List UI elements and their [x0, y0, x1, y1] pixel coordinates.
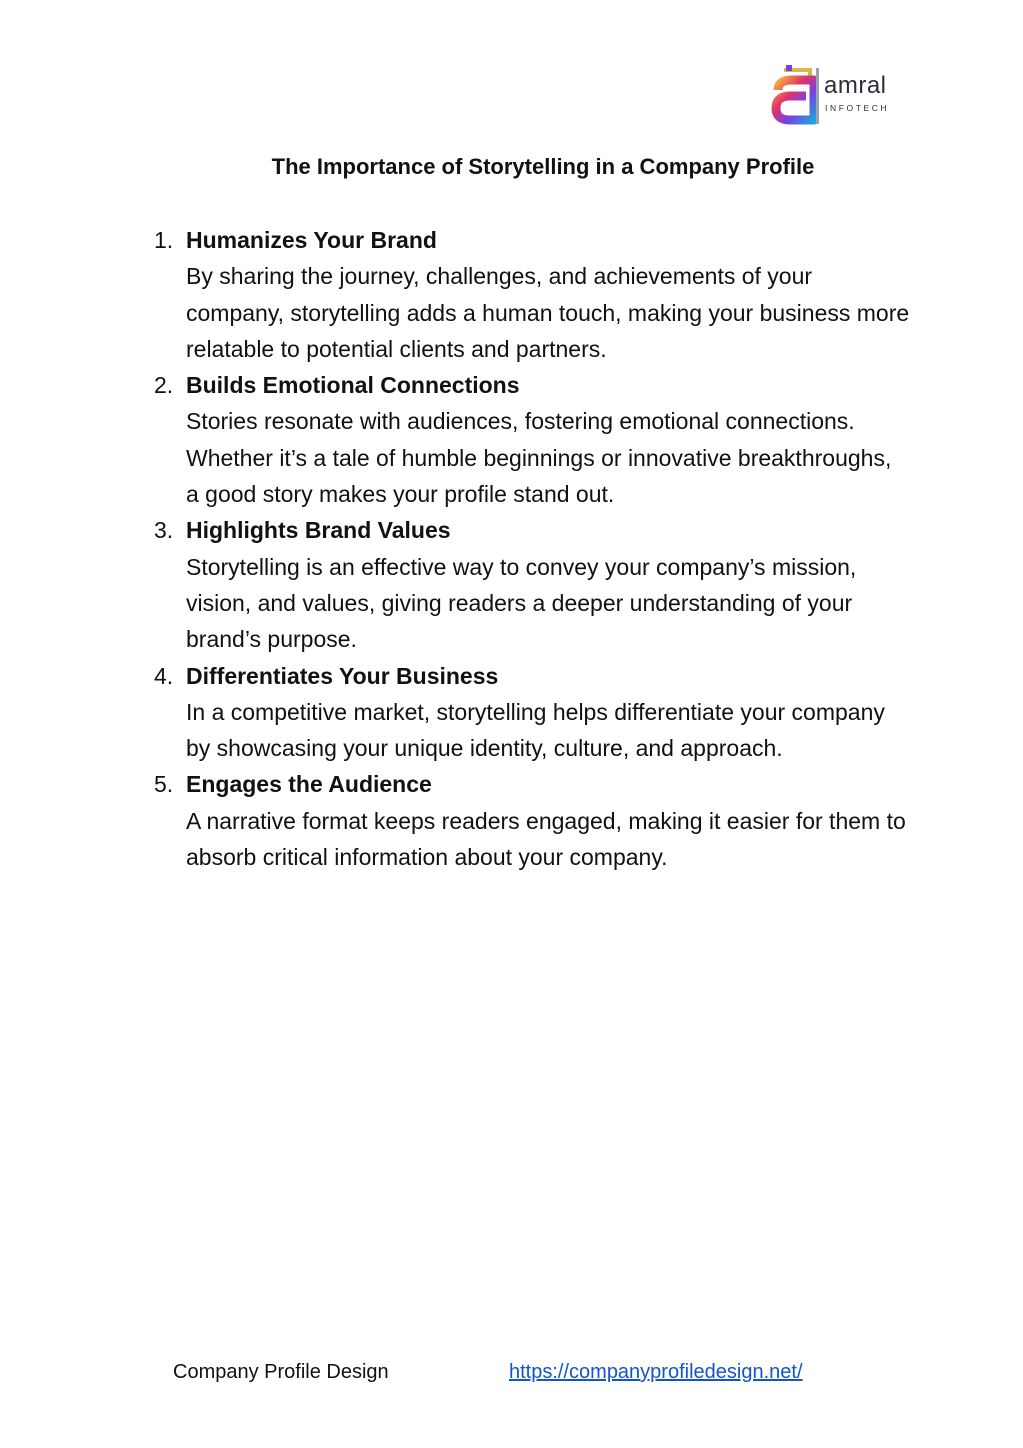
item-description: Storytelling is an effective way to convey your company’s mission, vision, and values, giving readers a deeper understanding of your brand’s purpose. [186, 553, 857, 653]
item-heading: Builds Emotional Connections [186, 372, 520, 399]
list-item [150, 367, 910, 512]
item-number: 1. [154, 227, 174, 253]
list-item [150, 222, 910, 367]
item-heading: Differentiates Your Business [186, 662, 499, 689]
item-number: 3. [154, 517, 174, 544]
item-description: By sharing the journey, challenges, and achievements of your company, storytelling adds a human touch, making your business more relatable to potential clients and partners. [186, 263, 910, 362]
item-heading: Highlights Brand Values [186, 517, 451, 544]
list-item [150, 766, 910, 875]
item-number: 2. [154, 372, 174, 399]
footer-label: Company Profile Design [173, 1361, 389, 1383]
logo-mark-icon [770, 60, 826, 128]
item-number: 5. [154, 771, 174, 798]
item-description: Stories resonate with audiences, fostering emotional connections. Whether it’s a tale of humble beginnings or innovative breakthroughs, a good story makes your profile stand out. [186, 408, 892, 508]
points-list [150, 222, 910, 875]
footer-website-link[interactable]: https://companyprofiledesign.net/ [509, 1361, 803, 1383]
item-heading: Humanizes Your Brand [186, 227, 437, 253]
company-logo [770, 60, 905, 128]
list-item [150, 658, 910, 767]
item-number: 4. [154, 662, 174, 689]
document-title: The Importance of Storytelling in a Company Profile [271, 154, 815, 179]
item-description: A narrative format keeps readers engaged, making it easier for them to absorb critical information about your company. [186, 807, 906, 871]
list-item [150, 512, 910, 657]
item-heading: Engages the Audience [186, 771, 432, 798]
logo-wordmark: amral [824, 72, 887, 99]
logo-subtitle: INFOTECH [825, 103, 890, 113]
item-description: In a competitive market, storytelling helps differentiate your company by showcasing your unique identity, culture, and approach. [186, 698, 885, 762]
